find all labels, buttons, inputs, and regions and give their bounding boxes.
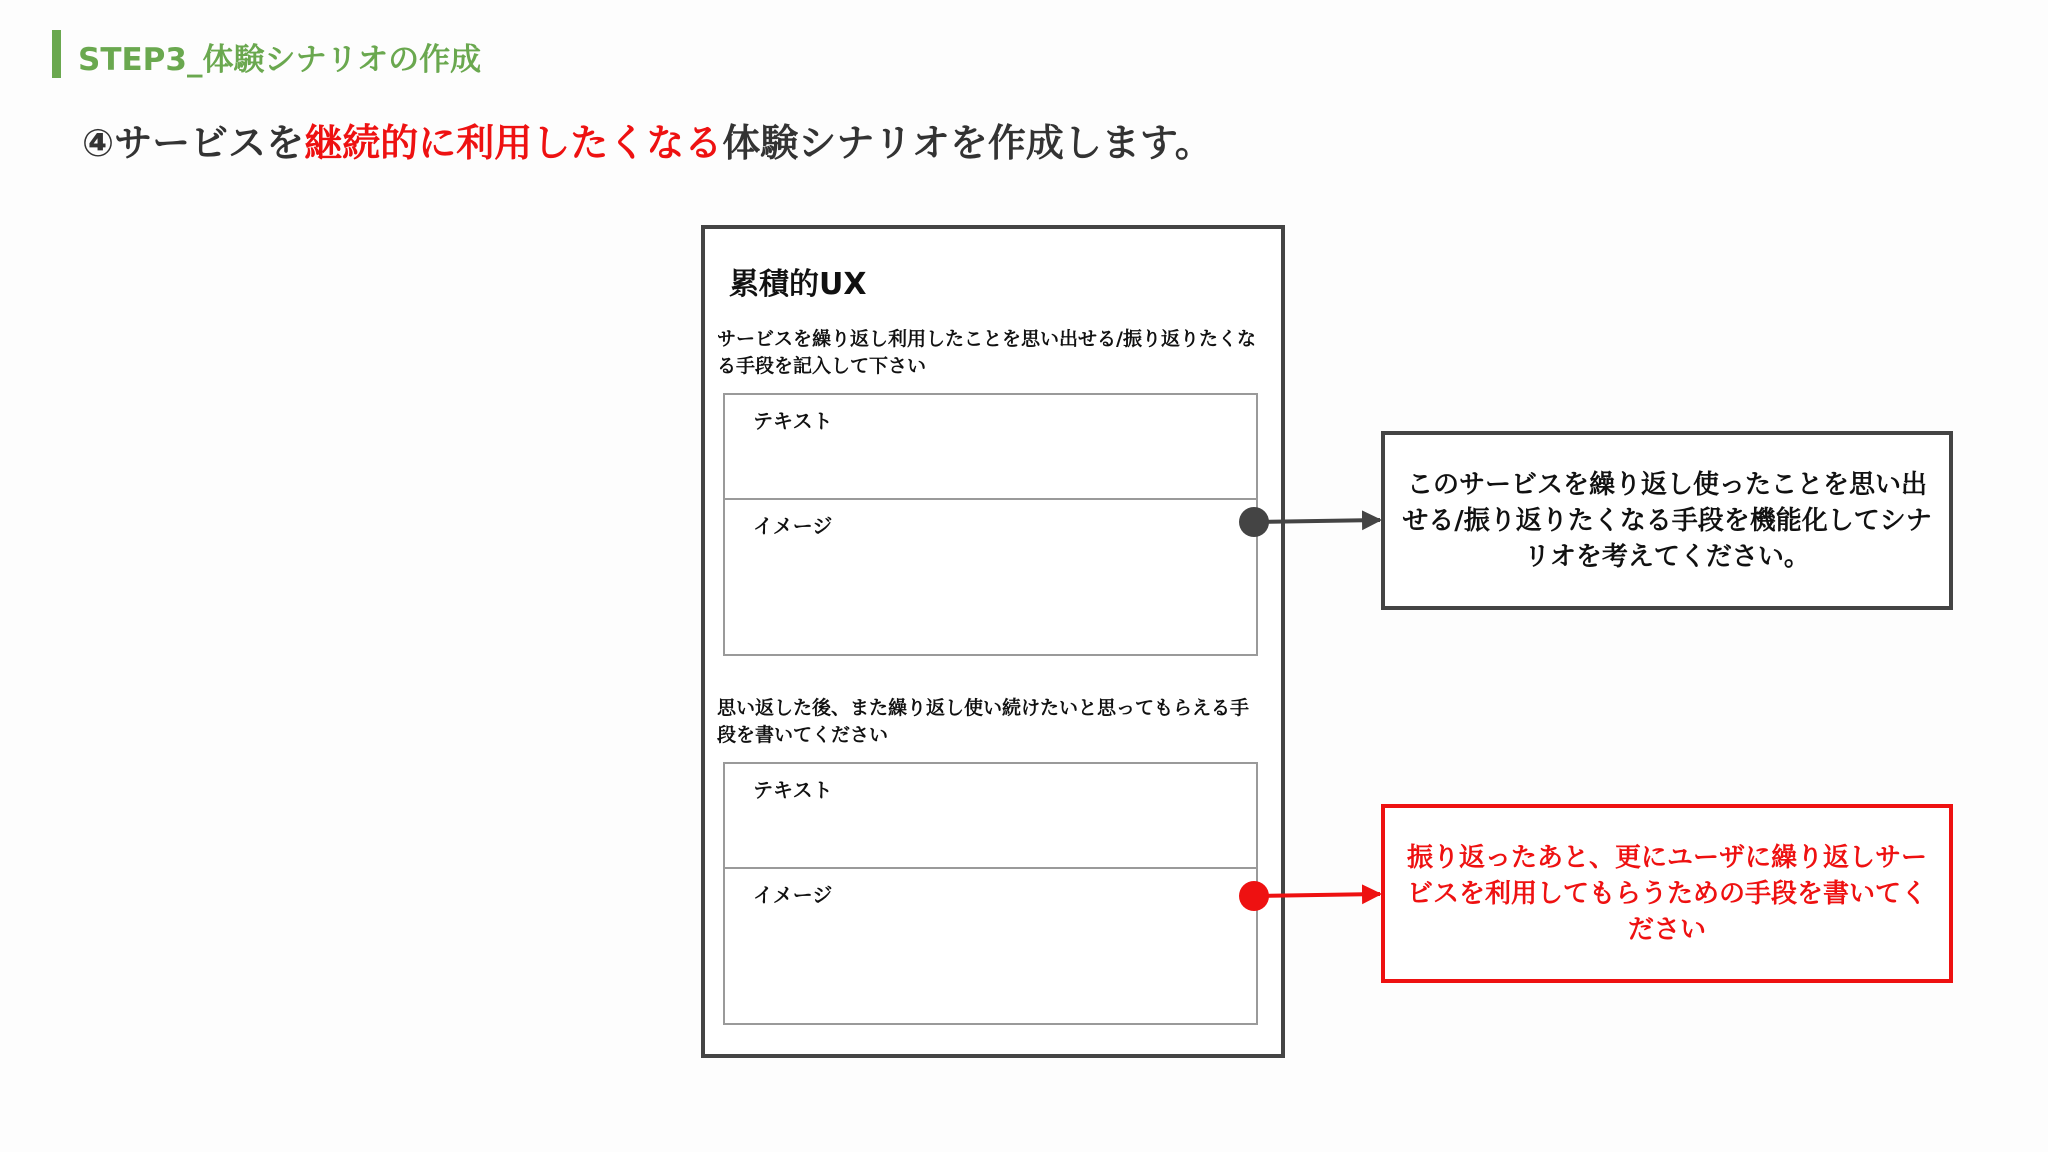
- callout-second-text: 振り返ったあと、更にユーザに繰り返しサービスを利用してもらうための手段を書いてください: [1406, 842, 1927, 945]
- cumulative-ux-card: [701, 225, 1285, 1058]
- step-accent-bar: [52, 30, 61, 78]
- callout-first: [1381, 431, 1953, 610]
- section1-description: サービスを繰り返し利用したことを思い出せる/振り返りたくなる手段を記入して下さい: [717, 328, 1256, 377]
- section1-text-field[interactable]: [723, 393, 1258, 500]
- section2-text-label: テキスト: [753, 778, 833, 802]
- callout-second: [1381, 804, 1953, 983]
- section1-text-label: テキスト: [753, 409, 833, 433]
- step-title: STEP3_体験シナリオの作成: [78, 42, 482, 78]
- headline-highlight: 継続的に利用したくなる: [304, 121, 723, 165]
- card-title: 累積的UX: [729, 267, 867, 302]
- headline: [82, 112, 1213, 167]
- callout-first-text: このサービスを繰り返し使ったことを思い出せる/振り返りたくなる手段を機能化してシナリオを考えてください。: [1402, 469, 1932, 572]
- headline-prefix: ④サービスを: [82, 121, 305, 165]
- section1-image-label: イメージ: [753, 514, 833, 538]
- section1-image-field[interactable]: [723, 498, 1258, 656]
- section2-description: 思い返した後、また繰り返し使い続けたいと思ってもらえる手段を書いてください: [717, 697, 1250, 746]
- headline-suffix: 体験シナリオを作成します。: [722, 121, 1213, 165]
- section2-image-label: イメージ: [753, 883, 833, 907]
- section2-text-field[interactable]: [723, 762, 1258, 869]
- section2-image-field[interactable]: [723, 867, 1258, 1025]
